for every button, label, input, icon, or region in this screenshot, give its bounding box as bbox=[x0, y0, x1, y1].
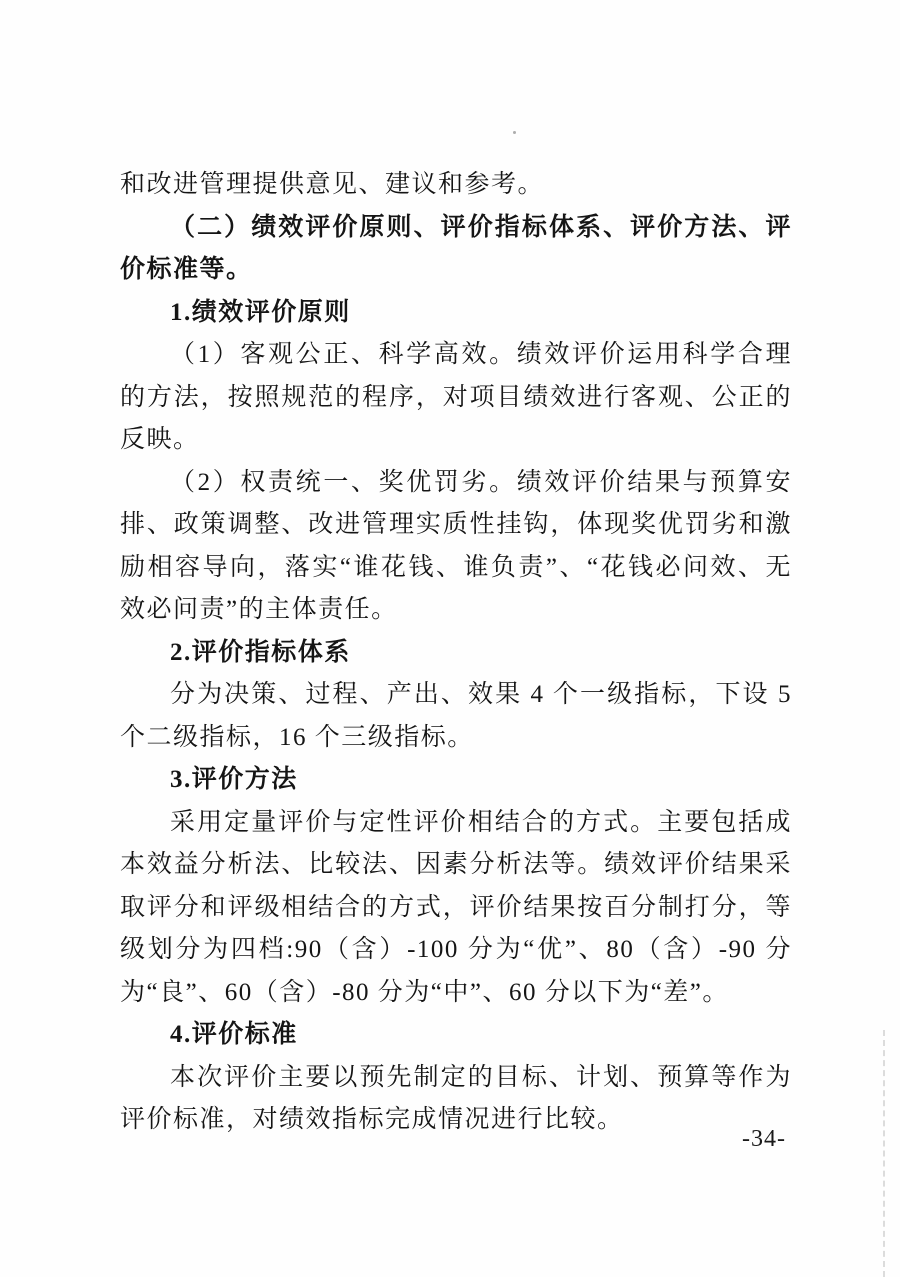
subsection-heading-1: 1.绩效评价原则 bbox=[170, 298, 351, 326]
paragraph-continuation: 和改进管理提供意见、建议和参考。 bbox=[120, 171, 545, 198]
subsection-heading-3: 3.评价方法 bbox=[170, 766, 298, 793]
subsection-heading-4: 4.评价标准 bbox=[170, 1021, 298, 1048]
document-body bbox=[120, 164, 792, 1142]
paragraph-evaluation-method: 采用定量评价与定性评价相结合的方式。主要包括成本效益分析法、比较法、因素分析法等。绩效评价结果采取评分和评级相结合的方式，评价结果按百分制打分，等级划分为四档:90（含）-100 分为“优”、80（含）-90 分为“良”、60（含）-80 分为“中”、60 分以下为“差”。 bbox=[120, 808, 792, 1006]
paragraph-evaluation-standard: 本次评价主要以预先制定的目标、计划、预算等作为评价标准，对绩效指标完成情况进行比较。 bbox=[120, 1063, 792, 1133]
page-number: -34- bbox=[742, 1126, 786, 1152]
section-heading-2: （二）绩效评价原则、评价指标体系、评价方法、评价标准等。 bbox=[120, 213, 792, 283]
scan-speck-artifact bbox=[513, 131, 516, 134]
paragraph-principle-2: （2）权责统一、奖优罚劣。绩效评价结果与预算安排、政策调整、改进管理实质性挂钩，体现奖优罚劣和激励相容导向，落实“谁花钱、谁负责”、“花钱必问效、无效必问责”的主体责任。 bbox=[120, 468, 792, 623]
subsection-heading-2: 2.评价指标体系 bbox=[170, 638, 351, 666]
paragraph-indicator-system: 分为决策、过程、产出、效果 4 个一级指标，下设 5 个二级指标，16 个三级指标。 bbox=[120, 681, 792, 751]
scan-edge-line-artifact bbox=[883, 1030, 885, 1277]
paragraph-principle-1: （1）客观公正、科学高效。绩效评价运用科学合理的方法，按照规范的程序，对项目绩效进行客观、公正的反映。 bbox=[120, 341, 792, 453]
